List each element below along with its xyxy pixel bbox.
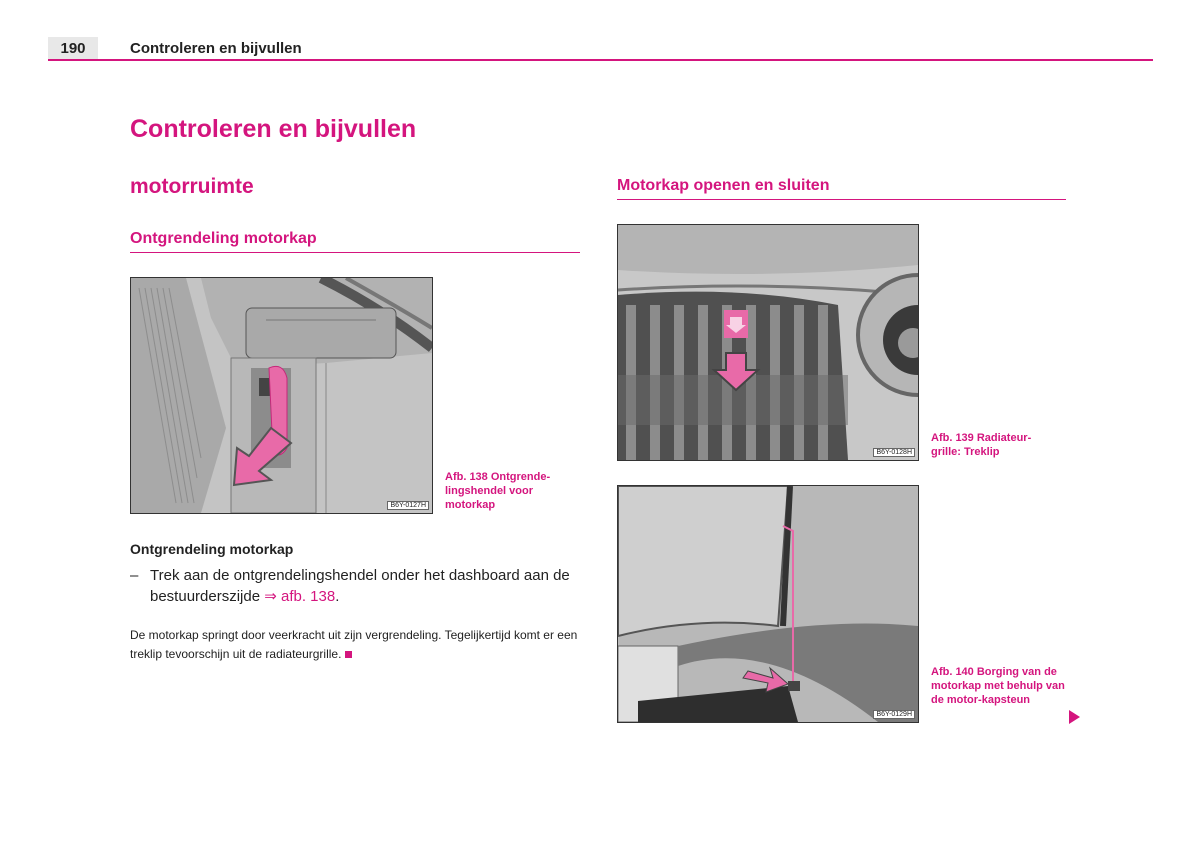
figure-138-caption: Afb. 138 Ontgrende-lingshendel voor motorkap (445, 471, 551, 511)
instruction-heading: Ontgrendeling motorkap (130, 541, 294, 557)
figure-code: B6Y-0128H (873, 448, 915, 457)
figure-138-hood-release-lever (130, 277, 433, 514)
continue-next-page-icon (1069, 710, 1080, 724)
figure-139-caption: Afb. 139 Radiateur-grille: Treklip (931, 432, 1032, 458)
end-of-section-marker (345, 651, 352, 658)
page-number: 190 (48, 37, 98, 61)
page-title: Controleren en bijvullen (130, 115, 417, 143)
figure-code: B6Y-0127H (387, 501, 429, 510)
figure-reference-link[interactable]: ⇒ afb. 138 (264, 588, 336, 605)
paragraph-text: De motorkap springt door veerkracht uit zijn vergrendeling. Tegelijkertijd komt er een treklip tevoorschijn uit de radiateurgrille. (130, 628, 578, 661)
header-rule (48, 59, 1153, 61)
subsection-title-right: Motorkap openen en sluiten (617, 177, 830, 194)
list-dash: – (130, 567, 139, 584)
figure-140-caption: Afb. 140 Borging van de motorkap met behulp van de motor-kapsteun (931, 666, 1065, 706)
subsection-rule-left (130, 252, 580, 253)
figure-140-hood-support (617, 485, 919, 723)
section-title: motorruimte (130, 175, 254, 198)
subsection-rule-right (617, 199, 1066, 200)
instruction-end: . (335, 588, 340, 605)
subsection-title-left: Ontgrendeling motorkap (130, 230, 317, 247)
figure-139-radiator-grille (617, 224, 919, 461)
instruction-text: Trek aan de ontgrendelingshendel onder het dashboard aan de bestuurderszijde (150, 567, 570, 605)
body-paragraph (130, 626, 580, 664)
figure-code: B6Y-0129H (873, 710, 915, 719)
instruction-item (130, 565, 580, 607)
running-header-title: Controleren en bijvullen (130, 40, 302, 57)
